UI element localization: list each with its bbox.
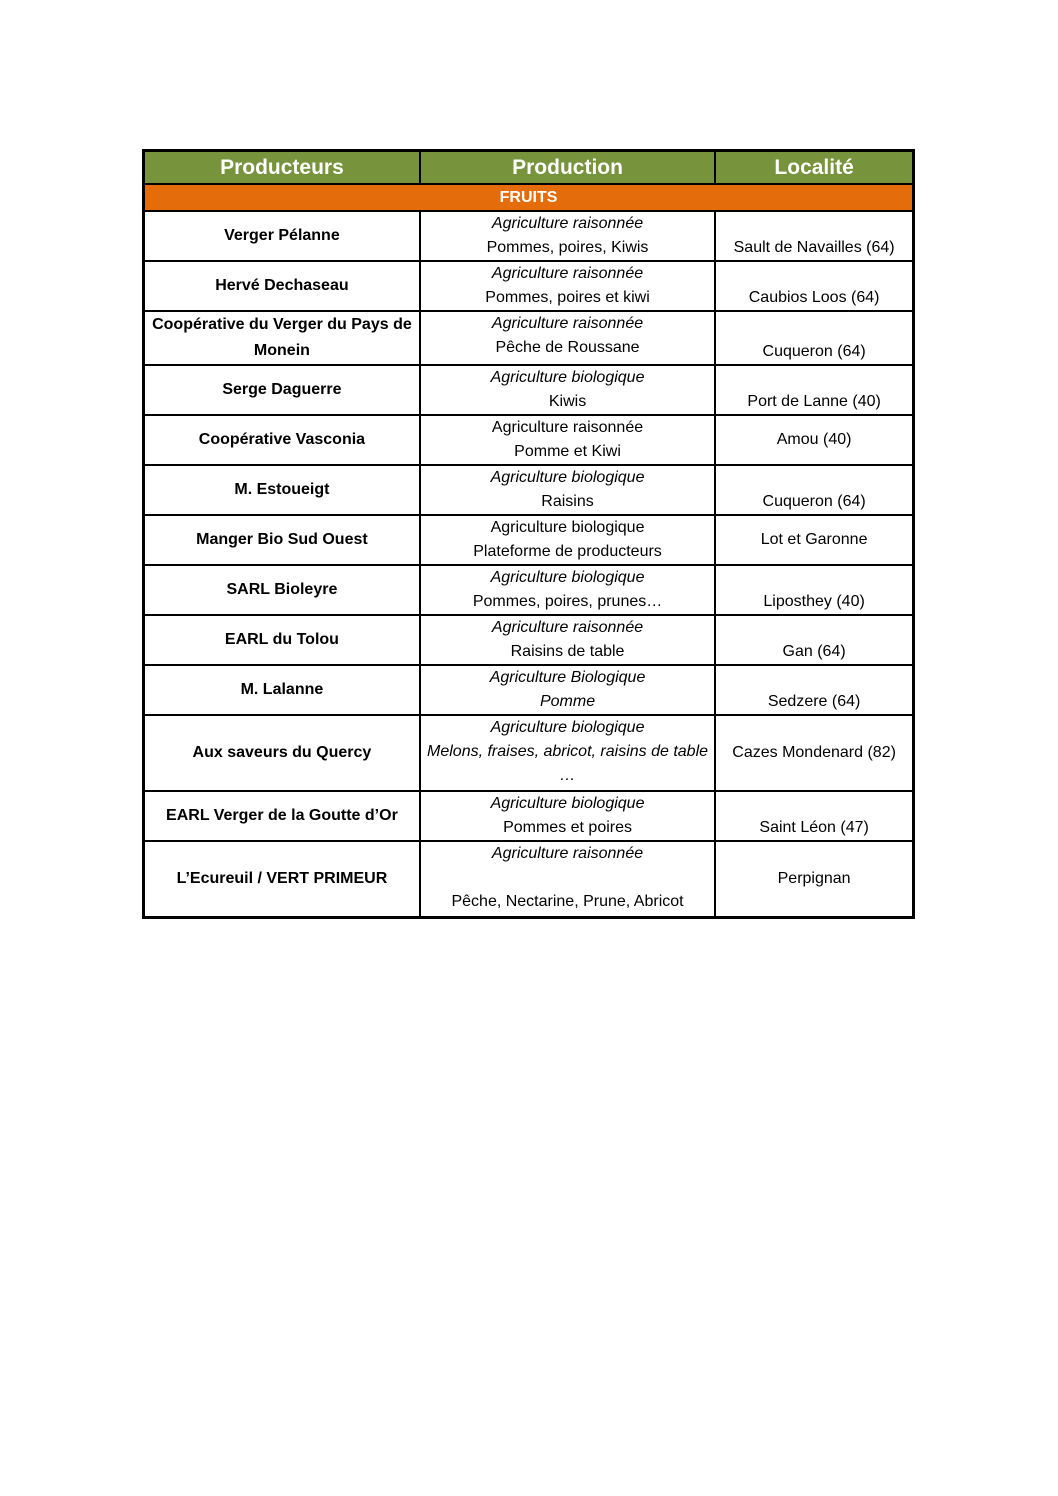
- production-products: Pommes et poires: [503, 819, 632, 836]
- location: Lot et Garonne: [715, 515, 913, 565]
- producers-table: [142, 149, 915, 919]
- location: Gan (64): [715, 615, 913, 665]
- production-method: Agriculture biologique: [490, 469, 645, 486]
- production-method: Agriculture Biologique: [489, 669, 646, 686]
- table-row: [144, 565, 914, 615]
- production-method: Agriculture raisonnée: [491, 619, 644, 636]
- producer-name: Manger Bio Sud Ouest: [144, 515, 420, 565]
- location: Sedzere (64): [715, 665, 913, 715]
- producer-name: Verger Pélanne: [144, 211, 420, 261]
- producer-name: M. Lalanne: [144, 665, 420, 715]
- production-cell: [420, 715, 715, 791]
- production-cell: [420, 565, 715, 615]
- producer-name: SARL Bioleyre: [144, 565, 420, 615]
- producer-name: Aux saveurs du Quercy: [144, 715, 420, 791]
- production-cell: [420, 365, 715, 415]
- location: Port de Lanne (40): [715, 365, 913, 415]
- table-row: [144, 791, 914, 841]
- production-cell: [420, 261, 715, 311]
- location: Liposthey (40): [715, 565, 913, 615]
- producer-name: L’Ecureuil / VERT PRIMEUR: [144, 841, 420, 917]
- location: Perpignan: [715, 841, 913, 917]
- table-row: [144, 841, 914, 917]
- header-production: Production: [420, 151, 715, 185]
- producer-name: EARL Verger de la Goutte d’Or: [144, 791, 420, 841]
- production-products: Pomme et Kiwi: [514, 443, 621, 460]
- spacer: [421, 866, 714, 890]
- production-products: Raisins: [541, 493, 594, 510]
- location: Cuqueron (64): [715, 311, 913, 365]
- location: Sault de Navailles (64): [715, 211, 913, 261]
- header-location: Localité: [715, 151, 913, 185]
- production-cell: [420, 515, 715, 565]
- producer-name: M. Estoueigt: [144, 465, 420, 515]
- production-method: Agriculture biologique: [490, 569, 645, 586]
- table-row: [144, 615, 914, 665]
- production-products: Plateforme de producteurs: [473, 543, 662, 560]
- table-row: [144, 311, 914, 365]
- production-cell: [420, 465, 715, 515]
- production-method: Agriculture biologique: [490, 519, 645, 536]
- table-row: [144, 515, 914, 565]
- production-method: Agriculture raisonnée: [491, 315, 644, 332]
- production-method: Agriculture biologique: [490, 795, 645, 812]
- table-row: [144, 415, 914, 465]
- table-row: [144, 715, 914, 791]
- production-cell: [420, 211, 715, 261]
- production-cell: [420, 615, 715, 665]
- production-cell: [420, 791, 715, 841]
- producer-name: Hervé Dechaseau: [144, 261, 420, 311]
- location: Cuqueron (64): [715, 465, 913, 515]
- production-products: Kiwis: [548, 393, 587, 410]
- production-method: Agriculture biologique: [490, 719, 645, 736]
- production-method: Agriculture raisonnée: [491, 845, 644, 862]
- production-method: Agriculture biologique: [490, 369, 645, 386]
- section-label: FRUITS: [144, 184, 914, 211]
- production-cell: [420, 841, 715, 917]
- production-products: Pomme: [539, 693, 596, 710]
- producer-name: Coopérative Vasconia: [144, 415, 420, 465]
- production-products: Pêche, Nectarine, Prune, Abricot: [451, 893, 684, 910]
- production-cell: [420, 415, 715, 465]
- table-row: [144, 261, 914, 311]
- production-products: Raisins de table: [510, 643, 625, 660]
- table-body: [144, 211, 914, 917]
- production-products: Pêche de Roussane: [495, 339, 640, 356]
- location: Saint Léon (47): [715, 791, 913, 841]
- header-row: [144, 151, 914, 185]
- production-products: Pommes, poires et kiwi: [485, 289, 650, 306]
- producer-name: Coopérative du Verger du Pays de Monein: [144, 311, 420, 365]
- producer-name: EARL du Tolou: [144, 615, 420, 665]
- production-products: Pommes, poires, Kiwis: [486, 239, 649, 256]
- production-cell: [420, 665, 715, 715]
- production-cell: [420, 311, 715, 365]
- production-products: Pommes, poires, prunes…: [472, 593, 663, 610]
- header-producers: Producteurs: [144, 151, 420, 185]
- production-products: Melons, fraises, abricot, raisins de table …: [427, 743, 709, 784]
- producer-name: Serge Daguerre: [144, 365, 420, 415]
- table-row: [144, 365, 914, 415]
- production-method: Agriculture raisonnée: [491, 419, 644, 436]
- production-method: Agriculture raisonnée: [491, 215, 644, 232]
- table-row: [144, 665, 914, 715]
- location: Amou (40): [715, 415, 913, 465]
- section-row: [144, 184, 914, 211]
- location: Cazes Mondenard (82): [715, 715, 913, 791]
- table-row: [144, 465, 914, 515]
- table-row: [144, 211, 914, 261]
- location: Caubios Loos (64): [715, 261, 913, 311]
- production-method: Agriculture raisonnée: [491, 265, 644, 282]
